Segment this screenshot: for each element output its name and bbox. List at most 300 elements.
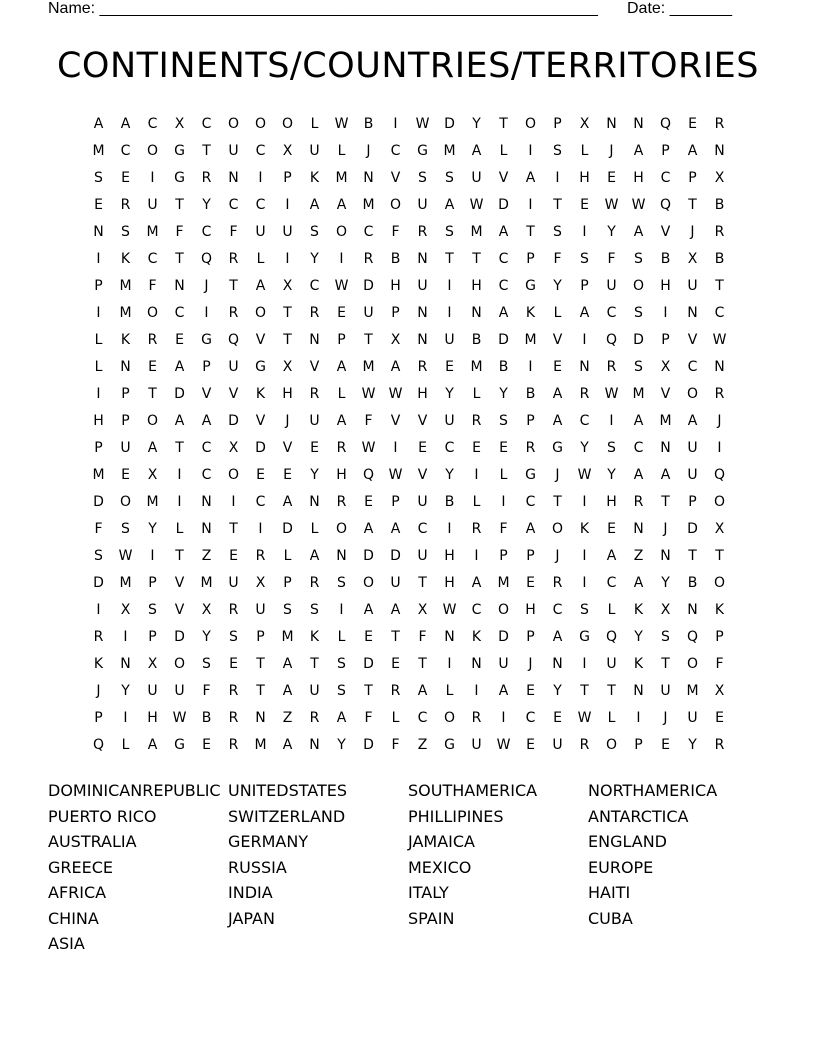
grid-letter: L: [391, 710, 400, 726]
grid-letter: A: [633, 224, 644, 240]
grid-letter: I: [582, 575, 587, 591]
grid-letter: U: [498, 656, 509, 672]
grid-letter: P: [94, 278, 103, 294]
grid-letter: L: [121, 737, 130, 753]
grid-letter: D: [633, 332, 644, 348]
grid-letter: N: [660, 440, 671, 456]
grid-letter: S: [310, 602, 319, 618]
grid-letter: H: [417, 386, 428, 402]
grid-letter: O: [227, 116, 240, 132]
grid-letter: F: [175, 224, 184, 240]
grid-letter: I: [474, 467, 479, 483]
grid-letter: C: [309, 278, 320, 294]
grid-letter: I: [177, 467, 182, 483]
word-list-item: RUSSIA: [228, 857, 287, 877]
grid-letter: V: [309, 359, 320, 375]
grid-letter: U: [147, 683, 158, 699]
grid-letter: G: [174, 737, 185, 753]
grid-letter: T: [283, 332, 292, 348]
grid-letter: A: [336, 710, 347, 726]
grid-letter: B: [660, 251, 671, 267]
grid-letter: P: [121, 386, 130, 402]
grid-letter: E: [688, 116, 697, 132]
grid-letter: H: [579, 170, 590, 186]
grid-letter: C: [714, 305, 725, 321]
grid-letter: H: [336, 467, 347, 483]
grid-letter: Y: [661, 575, 670, 591]
grid-letter: A: [174, 359, 185, 375]
grid-letter: T: [661, 494, 670, 510]
grid-letter: A: [363, 602, 374, 618]
grid-letter: S: [310, 224, 319, 240]
grid-letter: E: [607, 170, 616, 186]
grid-letter: M: [92, 467, 105, 483]
grid-letter: O: [389, 197, 402, 213]
word-search-grid: [85, 111, 733, 759]
grid-row: [85, 165, 733, 192]
grid-letter: S: [121, 224, 130, 240]
grid-letter: I: [177, 494, 182, 510]
grid-letter: A: [552, 413, 563, 429]
grid-letter: R: [714, 116, 725, 132]
grid-letter: F: [364, 710, 373, 726]
grid-letter: D: [93, 575, 104, 591]
grid-letter: W: [388, 386, 403, 402]
grid-letter: E: [94, 197, 103, 213]
grid-letter: P: [391, 494, 400, 510]
grid-letter: W: [577, 710, 592, 726]
grid-letter: O: [254, 305, 267, 321]
grid-letter: V: [228, 386, 239, 402]
grid-letter: M: [146, 224, 159, 240]
grid-letter: A: [390, 602, 401, 618]
grid-letter: K: [633, 656, 644, 672]
grid-letter: R: [714, 224, 725, 240]
grid-letter: A: [525, 170, 536, 186]
grid-letter: U: [228, 359, 239, 375]
grid-letter: U: [309, 683, 320, 699]
grid-letter: S: [94, 170, 103, 186]
grid-letter: M: [335, 170, 348, 186]
grid-letter: B: [714, 251, 725, 267]
grid-letter: L: [499, 467, 508, 483]
grid-letter: N: [255, 710, 266, 726]
grid-letter: I: [474, 548, 479, 564]
grid-letter: V: [552, 332, 563, 348]
grid-letter: W: [631, 197, 646, 213]
grid-letter: N: [309, 332, 320, 348]
grid-letter: E: [283, 467, 292, 483]
grid-letter: T: [391, 629, 400, 645]
grid-letter: T: [283, 305, 292, 321]
grid-letter: Y: [607, 467, 616, 483]
grid-letter: O: [686, 386, 699, 402]
grid-letter: L: [580, 143, 589, 159]
grid-letter: W: [118, 548, 133, 564]
grid-letter: T: [445, 251, 454, 267]
grid-letter: Y: [634, 629, 643, 645]
grid-letter: C: [498, 251, 509, 267]
grid-letter: O: [146, 143, 159, 159]
grid-letter: Y: [472, 116, 481, 132]
grid-letter: X: [282, 143, 293, 159]
grid-letter: R: [714, 386, 725, 402]
grid-letter: Y: [337, 737, 346, 753]
grid-letter: N: [633, 116, 644, 132]
grid-letter: A: [147, 440, 158, 456]
grid-letter: G: [201, 332, 212, 348]
grid-letter: J: [96, 683, 101, 699]
grid-letter: E: [229, 548, 238, 564]
grid-letter: T: [553, 197, 562, 213]
grid-letter: V: [282, 440, 293, 456]
word-list-item: DOMINICANREPUBLIC: [48, 781, 221, 800]
grid-letter: A: [255, 278, 266, 294]
grid-letter: B: [363, 116, 374, 132]
grid-letter: A: [498, 224, 509, 240]
grid-letter: A: [579, 305, 590, 321]
grid-letter: Q: [659, 197, 672, 213]
grid-letter: P: [148, 629, 157, 645]
grid-letter: H: [390, 278, 401, 294]
grid-letter: N: [606, 116, 617, 132]
grid-letter: R: [579, 386, 590, 402]
grid-letter: R: [309, 386, 320, 402]
grid-letter: K: [525, 305, 536, 321]
grid-letter: T: [607, 683, 616, 699]
grid-letter: P: [715, 629, 724, 645]
grid-letter: N: [471, 656, 482, 672]
grid-letter: C: [201, 224, 212, 240]
grid-letter: N: [444, 629, 455, 645]
grid-letter: H: [147, 710, 158, 726]
grid-letter: S: [445, 170, 454, 186]
grid-letter: D: [687, 521, 698, 537]
grid-letter: A: [336, 359, 347, 375]
grid-row: [85, 381, 733, 408]
grid-letter: U: [309, 143, 320, 159]
grid-letter: M: [146, 494, 159, 510]
grid-letter: W: [361, 440, 376, 456]
grid-letter: N: [363, 170, 374, 186]
grid-letter: L: [472, 494, 481, 510]
grid-letter: A: [552, 386, 563, 402]
grid-letter: X: [714, 521, 725, 537]
grid-letter: L: [337, 629, 346, 645]
grid-letter: I: [528, 197, 533, 213]
grid-letter: Y: [445, 467, 454, 483]
grid-letter: N: [417, 251, 428, 267]
grid-letter: T: [364, 332, 373, 348]
grid-letter: W: [388, 467, 403, 483]
word-list-item: PHILLIPINES: [408, 806, 504, 826]
grid-letter: B: [471, 332, 482, 348]
word-list-item: ITALY: [408, 883, 449, 902]
grid-letter: Q: [605, 332, 618, 348]
word-list: [48, 778, 768, 957]
grid-letter: P: [94, 710, 103, 726]
grid-letter: R: [336, 494, 347, 510]
grid-letter: T: [175, 251, 184, 267]
grid-letter: P: [256, 629, 265, 645]
grid-letter: I: [609, 413, 614, 429]
grid-letter: N: [417, 305, 428, 321]
grid-letter: P: [661, 332, 670, 348]
grid-letter: N: [714, 143, 725, 159]
grid-letter: C: [174, 305, 185, 321]
grid-letter: A: [687, 413, 698, 429]
grid-letter: N: [660, 548, 671, 564]
grid-letter: D: [363, 656, 374, 672]
grid-letter: U: [417, 197, 428, 213]
grid-letter: S: [121, 521, 130, 537]
grid-letter: W: [172, 710, 187, 726]
grid-letter: I: [501, 710, 506, 726]
grid-letter: P: [283, 575, 292, 591]
grid-letter: I: [717, 440, 722, 456]
grid-row: [85, 570, 733, 597]
grid-letter: T: [715, 278, 724, 294]
grid-letter: C: [660, 170, 671, 186]
grid-letter: P: [553, 116, 562, 132]
grid-letter: U: [660, 683, 671, 699]
grid-letter: J: [690, 224, 695, 240]
grid-letter: D: [174, 629, 185, 645]
grid-letter: Q: [200, 251, 213, 267]
grid-row: [85, 273, 733, 300]
grid-row: [85, 246, 733, 273]
word-list-item: JAMAICA: [408, 832, 475, 851]
grid-letter: R: [525, 440, 536, 456]
grid-letter: U: [390, 575, 401, 591]
grid-letter: R: [471, 521, 482, 537]
grid-row: [85, 192, 733, 219]
grid-letter: I: [582, 548, 587, 564]
grid-letter: V: [174, 575, 185, 591]
word-list-item: INDIA: [228, 883, 273, 902]
grid-letter: P: [634, 737, 643, 753]
grid-letter: P: [526, 629, 535, 645]
grid-letter: Y: [445, 386, 454, 402]
grid-letter: I: [582, 656, 587, 672]
grid-letter: E: [148, 359, 157, 375]
grid-letter: F: [607, 251, 616, 267]
grid-letter: L: [607, 602, 616, 618]
grid-letter: T: [175, 548, 184, 564]
grid-letter: S: [661, 629, 670, 645]
grid-letter: C: [201, 440, 212, 456]
grid-letter: N: [471, 305, 482, 321]
grid-letter: C: [417, 710, 428, 726]
grid-letter: X: [687, 251, 698, 267]
grid-letter: U: [417, 494, 428, 510]
grid-row: [85, 732, 733, 759]
grid-letter: U: [687, 710, 698, 726]
grid-letter: A: [282, 683, 293, 699]
grid-letter: Y: [202, 197, 211, 213]
grid-letter: I: [258, 521, 263, 537]
grid-letter: K: [714, 602, 725, 618]
grid-letter: O: [443, 710, 456, 726]
word-list-item: CHINA: [48, 908, 99, 928]
grid-letter: L: [445, 683, 454, 699]
grid-letter: P: [202, 359, 211, 375]
grid-row: [85, 678, 733, 705]
grid-letter: I: [150, 548, 155, 564]
grid-letter: A: [201, 413, 212, 429]
grid-letter: U: [174, 683, 185, 699]
grid-letter: M: [92, 143, 105, 159]
grid-letter: I: [582, 332, 587, 348]
grid-letter: L: [607, 710, 616, 726]
grid-letter: C: [390, 143, 401, 159]
grid-row: [85, 705, 733, 732]
grid-letter: D: [363, 278, 374, 294]
grid-letter: M: [200, 575, 213, 591]
grid-letter: P: [499, 548, 508, 564]
grid-letter: R: [255, 548, 266, 564]
grid-row: [85, 597, 733, 624]
grid-letter: D: [93, 494, 104, 510]
grid-letter: K: [93, 656, 104, 672]
grid-letter: S: [283, 602, 292, 618]
grid-letter: D: [498, 332, 509, 348]
grid-letter: O: [173, 656, 186, 672]
grid-letter: R: [147, 332, 158, 348]
grid-letter: S: [499, 413, 508, 429]
grid-letter: R: [552, 575, 563, 591]
grid-letter: J: [204, 278, 209, 294]
grid-letter: C: [525, 494, 536, 510]
grid-letter: E: [229, 656, 238, 672]
grid-letter: N: [687, 602, 698, 618]
grid-letter: C: [417, 521, 428, 537]
grid-letter: M: [362, 197, 375, 213]
grid-letter: S: [553, 224, 562, 240]
grid-letter: P: [337, 332, 346, 348]
grid-letter: P: [121, 413, 130, 429]
grid-letter: X: [255, 575, 266, 591]
grid-letter: E: [472, 440, 481, 456]
grid-letter: X: [282, 359, 293, 375]
grid-letter: U: [282, 224, 293, 240]
grid-letter: E: [715, 710, 724, 726]
grid-letter: G: [444, 737, 455, 753]
grid-letter: J: [663, 710, 668, 726]
grid-letter: I: [528, 359, 533, 375]
grid-letter: M: [443, 143, 456, 159]
grid-letter: C: [552, 602, 563, 618]
grid-letter: O: [146, 305, 159, 321]
grid-letter: R: [309, 710, 320, 726]
grid-letter: Y: [202, 629, 211, 645]
grid-letter: T: [364, 683, 373, 699]
grid-letter: C: [255, 494, 266, 510]
grid-letter: E: [364, 494, 373, 510]
grid-letter: A: [633, 143, 644, 159]
grid-letter: Z: [417, 737, 428, 753]
grid-letter: N: [552, 656, 563, 672]
grid-letter: W: [577, 467, 592, 483]
grid-letter: T: [553, 494, 562, 510]
grid-letter: T: [688, 197, 697, 213]
grid-letter: R: [228, 737, 239, 753]
grid-letter: O: [254, 116, 267, 132]
grid-letter: O: [605, 737, 618, 753]
grid-letter: R: [228, 602, 239, 618]
grid-letter: T: [202, 143, 211, 159]
grid-letter: A: [390, 359, 401, 375]
grid-letter: D: [363, 737, 374, 753]
grid-letter: T: [148, 386, 157, 402]
grid-letter: R: [228, 683, 239, 699]
grid-letter: O: [119, 494, 132, 510]
grid-letter: X: [228, 440, 239, 456]
grid-letter: J: [528, 656, 533, 672]
grid-letter: T: [661, 656, 670, 672]
grid-letter: T: [688, 548, 697, 564]
grid-letter: X: [660, 359, 671, 375]
word-list-item: JAPAN: [228, 908, 275, 928]
grid-letter: C: [633, 440, 644, 456]
grid-letter: W: [604, 386, 619, 402]
grid-letter: W: [334, 116, 349, 132]
grid-letter: G: [417, 143, 428, 159]
grid-letter: T: [229, 521, 238, 537]
grid-letter: R: [93, 629, 104, 645]
grid-letter: X: [201, 602, 212, 618]
grid-letter: S: [418, 170, 427, 186]
grid-letter: A: [633, 413, 644, 429]
grid-letter: C: [606, 575, 617, 591]
grid-letter: Y: [121, 683, 130, 699]
grid-letter: R: [390, 683, 401, 699]
grid-letter: S: [580, 602, 589, 618]
grid-letter: V: [498, 170, 509, 186]
grid-letter: L: [337, 143, 346, 159]
grid-letter: F: [229, 224, 238, 240]
grid-letter: X: [660, 602, 671, 618]
grid-letter: A: [390, 521, 401, 537]
grid-letter: Y: [553, 278, 562, 294]
grid-letter: L: [499, 143, 508, 159]
grid-letter: F: [553, 251, 562, 267]
grid-letter: P: [94, 440, 103, 456]
grid-letter: I: [393, 440, 398, 456]
grid-letter: A: [147, 737, 158, 753]
grid-letter: U: [417, 278, 428, 294]
grid-letter: J: [609, 143, 614, 159]
grid-letter: C: [201, 116, 212, 132]
grid-letter: J: [663, 521, 668, 537]
grid-letter: K: [120, 332, 131, 348]
grid-letter: W: [604, 197, 619, 213]
grid-letter: R: [579, 737, 590, 753]
grid-letter: H: [633, 170, 644, 186]
grid-letter: F: [715, 656, 724, 672]
grid-letter: X: [714, 170, 725, 186]
grid-letter: E: [121, 170, 130, 186]
grid-letter: C: [579, 413, 590, 429]
grid-letter: S: [337, 575, 346, 591]
grid-letter: V: [660, 224, 671, 240]
grid-letter: R: [309, 305, 320, 321]
grid-letter: F: [391, 737, 400, 753]
grid-letter: U: [552, 737, 563, 753]
grid-letter: R: [633, 494, 644, 510]
grid-letter: E: [202, 737, 211, 753]
grid-letter: K: [309, 170, 320, 186]
